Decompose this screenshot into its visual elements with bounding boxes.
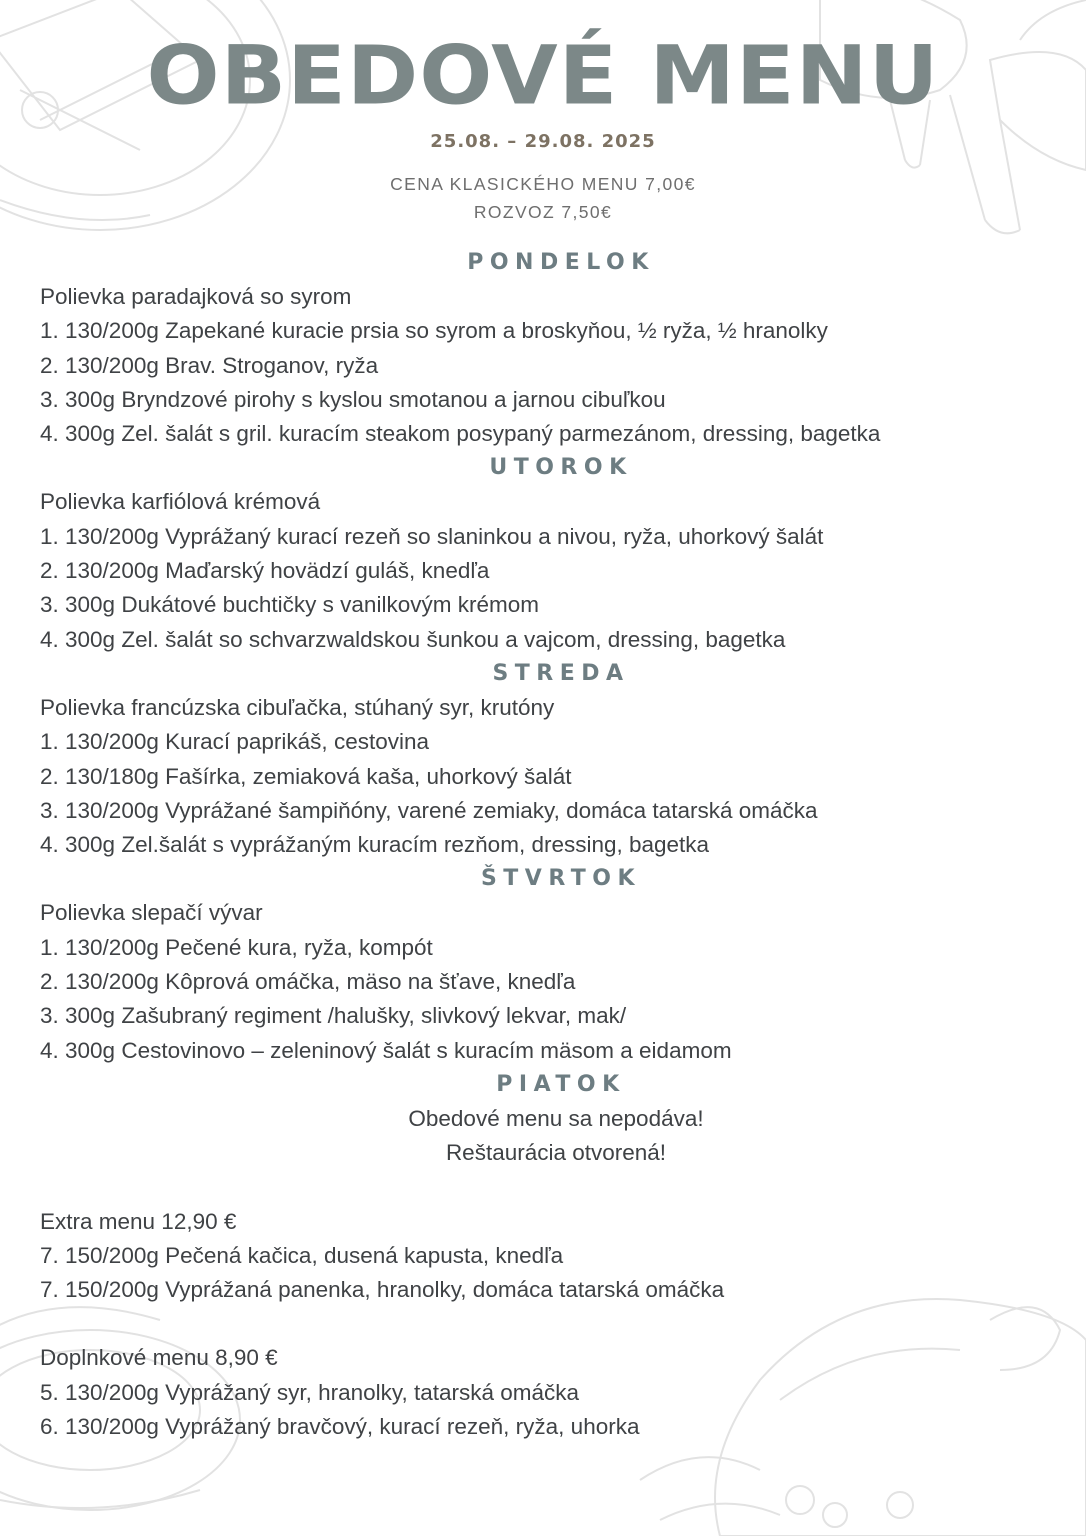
- date-range: 25.08. – 29.08. 2025: [430, 131, 656, 152]
- dish-item: 2. 130/180g Fašírka, zemiaková kaša, uhorkový šalát: [40, 763, 572, 789]
- dish-item: 3. 130/200g Vyprážané šampiňóny, varené zemiaky, domáca tatarská omáčka: [40, 797, 818, 823]
- friday-note: Reštaurácia otvorená!: [445, 1140, 667, 1166]
- extra-menu-heading: Extra menu 12,90 €: [40, 1208, 237, 1234]
- dish-item: 4. 300g Zel. šalát s gril. kuracím steakom posypaný parmezánom, dressing, bagetka: [40, 421, 881, 447]
- dish-item: 3. 300g Dukátové buchtičky s vanilkovým krémom: [40, 592, 539, 618]
- supplement-menu-item: 6. 130/200g Vyprážaný bravčový, kurací rezeň, ryža, uhorka: [40, 1414, 640, 1440]
- dish-item: 2. 130/200g Kôprová omáčka, mäso na šťave, knedľa: [40, 969, 576, 995]
- day-heading-friday: PIATOK: [496, 1071, 626, 1097]
- spacer: [40, 1171, 1050, 1205]
- friday-note: Obedové menu sa nepodáva!: [408, 1105, 704, 1131]
- dish-item: 1. 130/200g Zapekané kuracie prsia so syrom a broskyňou, ½ ryža, ½ hranolky: [40, 318, 828, 344]
- dish-item: 2. 130/200g Brav. Stroganov, ryža: [40, 352, 379, 378]
- dish-item: 4. 300g Cestovinovo – zeleninový šalát s kuracím mäsom a eidamom: [40, 1037, 732, 1063]
- extra-menu-item: 7. 150/200g Vyprážaná panenka, hranolky, domáca tatarská omáčka: [40, 1277, 725, 1303]
- day-heading-monday: PONDELOK: [467, 250, 655, 275]
- dish-item: 1. 130/200g Kurací paprikáš, cestovina: [40, 729, 429, 755]
- dish-item: 1. 130/200g Pečené kura, ryža, kompót: [40, 934, 433, 960]
- day-heading-tuesday: UTOROK: [489, 455, 633, 481]
- dish-item: 3. 300g Bryndzové pirohy s kyslou smotanou a jarnou cibuľkou: [40, 386, 666, 412]
- day-heading-thursday: ŠTVRTOK: [480, 866, 642, 892]
- dish-item: 4. 300g Zel.šalát s vyprážaným kuracím rezňom, dressing, bagetka: [40, 832, 710, 858]
- dish-item: 3. 300g Zašubraný regiment /halušky, slivkový lekvar, mak/: [40, 1003, 627, 1029]
- supplement-menu-item: 5. 130/200g Vyprážaný syr, hranolky, tatarská omáčka: [40, 1379, 580, 1405]
- dish-item: 1. 130/200g Vyprážaný kurací rezeň so slaninkou a nivou, ryža, uhorkový šalát: [40, 523, 824, 549]
- spacer: [40, 1307, 1050, 1341]
- supplement-menu-heading: Doplnkové menu 8,90 €: [40, 1345, 278, 1371]
- delivery-price: ROZVOZ 7,50€: [473, 202, 613, 222]
- page-title: OBEDOVÉ MENU: [146, 29, 940, 123]
- soup-wednesday: Polievka francúzska cibuľačka, stúhaný syr, krutóny: [40, 694, 555, 720]
- extra-menu-item: 7. 150/200g Pečená kačica, dusená kapusta, knedľa: [40, 1242, 564, 1268]
- soup-monday: Polievka paradajková so syrom: [40, 284, 352, 309]
- weekly-menu: [40, 246, 1050, 1444]
- dish-item: 4. 300g Zel. šalát so schvarzwaldskou šunkou a vajcom, dressing, bagetka: [40, 626, 786, 652]
- classic-menu-price: CENA KLASICKÉHO MENU 7,00€: [390, 174, 696, 194]
- dish-item: 2. 130/200g Maďarský hovädzí guláš, knedľa: [40, 558, 490, 584]
- soup-thursday: Polievka slepačí vývar: [40, 900, 263, 926]
- day-heading-wednesday: STREDA: [492, 660, 630, 686]
- soup-tuesday: Polievka karfiólová krémová: [40, 489, 321, 515]
